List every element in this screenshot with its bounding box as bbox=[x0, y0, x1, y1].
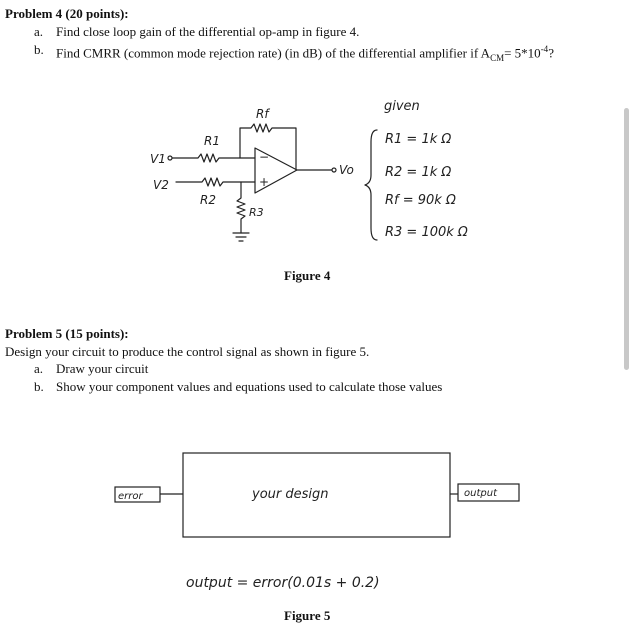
r3-label: R3 bbox=[249, 206, 264, 219]
given-line-2: R2 = 1k Ω bbox=[385, 165, 452, 180]
design-label: your design bbox=[252, 487, 329, 502]
problem5-b-marker: b. bbox=[34, 379, 44, 394]
problem5-a-marker: a. bbox=[34, 361, 44, 376]
problem5-intro: Design your circuit to produce the control signal as shown in figure 5. bbox=[5, 344, 370, 359]
r1-label: R1 bbox=[204, 134, 220, 148]
figure4-caption: Figure 4 bbox=[284, 268, 331, 283]
minus-label: − bbox=[259, 150, 270, 164]
problem5-b-text: Show your component values and equations used to calculate those values bbox=[56, 379, 443, 394]
plus-label: + bbox=[259, 175, 270, 189]
v2-label: V2 bbox=[153, 178, 169, 192]
problem5-a-text: Draw your circuit bbox=[56, 361, 149, 376]
problem4-b-marker: b. bbox=[34, 42, 44, 57]
figure5-caption: Figure 5 bbox=[284, 608, 331, 623]
given-title: given bbox=[384, 99, 420, 114]
output-label: output bbox=[464, 488, 497, 499]
rf-label: Rf bbox=[256, 107, 269, 121]
v1-label: V1 bbox=[150, 152, 166, 166]
problem4-title: Problem 4 (20 points): bbox=[5, 6, 129, 21]
problem4-a-text: Find close loop gain of the differential op-amp in figure 4. bbox=[56, 24, 360, 39]
given-line-3: Rf = 90k Ω bbox=[385, 193, 456, 208]
given-line-4: R3 = 100k Ω bbox=[385, 225, 468, 240]
vertical-scrollbar[interactable] bbox=[624, 108, 629, 370]
problem4-a-marker: a. bbox=[34, 24, 44, 39]
problem5-title: Problem 5 (15 points): bbox=[5, 326, 129, 341]
problem4-b-text: Find CMRR (common mode rejection rate) (in dB) of the differential amplifier if $A_{CM}= 5*10^{-4}$? bbox=[56, 44, 554, 63]
error-label: error bbox=[118, 491, 143, 502]
vo-label: Vo bbox=[339, 163, 354, 177]
r2-label: R2 bbox=[200, 193, 216, 207]
given-line-1: R1 = 1k Ω bbox=[385, 132, 452, 147]
equation: output = error(0.01s + 0.2) bbox=[186, 575, 380, 591]
